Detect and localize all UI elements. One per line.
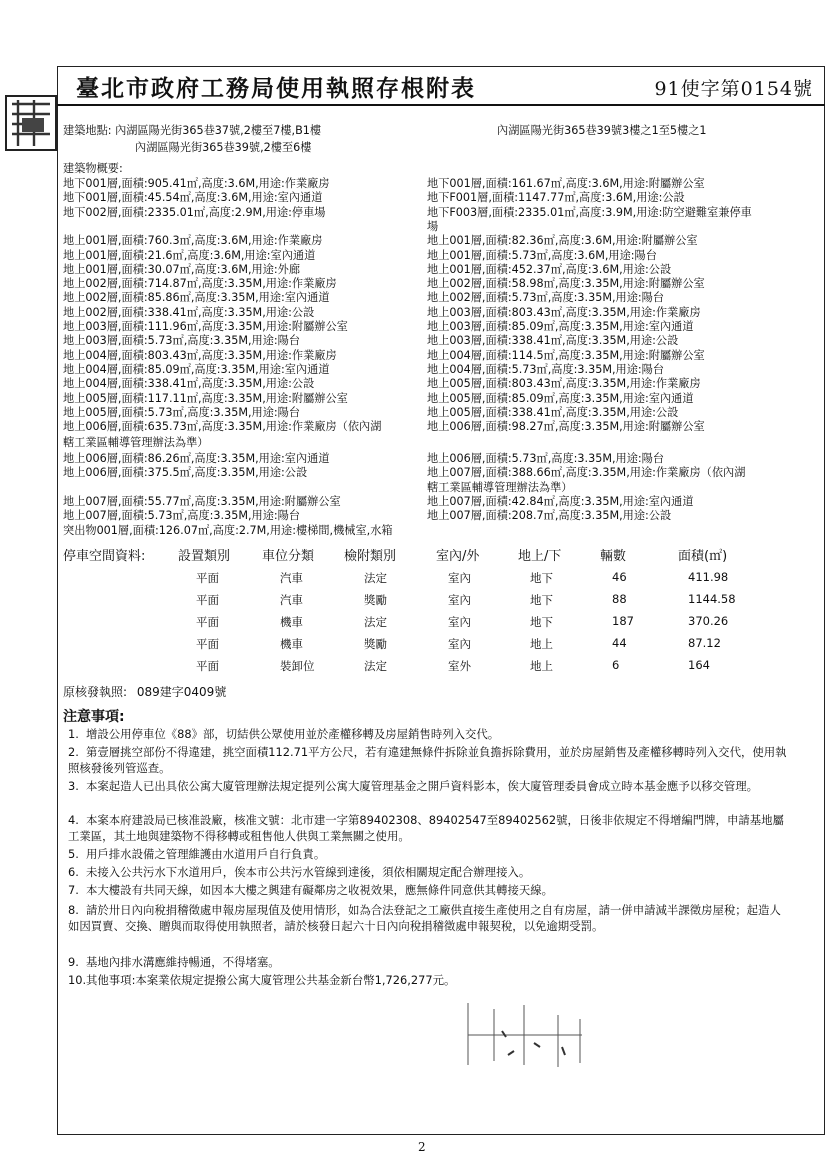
page-number: 2 — [418, 1140, 426, 1154]
parking-header-count: 輛數 — [600, 549, 627, 564]
note-number: 8. — [68, 903, 79, 917]
note-item — [68, 882, 788, 898]
note-number: 4. — [68, 813, 79, 827]
parking-header-type: 設置類別 — [178, 549, 231, 564]
parking-cell: 機車 — [280, 615, 303, 629]
note-number: 7. — [68, 883, 79, 897]
parking-header-attach: 檢附類別 — [344, 549, 397, 564]
permit-number: 91使字第0154號 — [654, 78, 813, 100]
parking-cell: 獎勵 — [364, 593, 387, 607]
floor-entry: 地上001層,面積:82.36㎡,高度:3.6M,用途:附屬辦公室 — [427, 234, 698, 248]
parking-cell: 平面 — [196, 637, 219, 651]
note-text: 基地內排水溝應維持暢通，不得堵塞。 — [86, 955, 280, 969]
parking-cell: 汽車 — [280, 593, 303, 607]
parking-cell: 1144.58 — [688, 592, 736, 606]
note-item — [68, 846, 788, 862]
parking-cell: 平面 — [196, 593, 219, 607]
parking-cell: 平面 — [196, 571, 219, 585]
parking-cell: 46 — [612, 570, 627, 584]
parking-cell: 法定 — [364, 615, 387, 629]
floor-entry: 地下F001層,面積:1147.77㎡,高度:3.6M,用途:公設 — [427, 191, 685, 205]
note-text: 本案起造人已出具依公寓大廈管理辦法規定提列公寓大廈管理基金之開戶資料影本，俟大廈管理委員會成立時本基金應予以移交管理。 — [86, 779, 759, 793]
note-item — [68, 864, 788, 880]
parking-cell: 平面 — [196, 615, 219, 629]
note-text: 用戶排水設備之管理維護由水道用戶自行負責。 — [86, 847, 326, 861]
floor-entry: 地上002層,面積:338.41㎡,高度:3.35M,用途:公設 — [63, 305, 315, 319]
floor-entry: 轄工業區輔導管理辦法為準） — [427, 480, 573, 494]
floor-entry: 地上006層,面積:86.26㎡,高度:3.35M,用途:室內通道 — [63, 452, 330, 465]
original-permit-value: 089建字0409號 — [136, 685, 227, 699]
parking-cell: 機車 — [280, 637, 303, 651]
parking-cell: 地下 — [530, 571, 553, 585]
floor-entry: 地下002層,面積:2335.01㎡,高度:2.9M,用途:停車場 — [63, 205, 326, 219]
parking-cell: 室外 — [448, 659, 471, 673]
floor-entry: 地上005層,面積:5.73㎡,高度:3.35M,用途:陽台 — [63, 405, 301, 419]
parking-cell: 87.12 — [688, 636, 721, 650]
parking-cell: 室內 — [448, 637, 471, 651]
parking-cell: 44 — [612, 636, 627, 650]
address-line-1-right: 內湖區陽光街365巷39號3樓之1至5樓之1 — [497, 124, 707, 137]
parking-cell: 164 — [688, 658, 710, 672]
floor-entry: 地上002層,面積:85.86㎡,高度:3.35M,用途:室內通道 — [63, 291, 330, 305]
floor-entry: 地上001層,面積:5.73㎡,高度:3.6M,用途:陽台 — [427, 248, 657, 262]
floor-entry: 地上007層,面積:5.73㎡,高度:3.35M,用途:陽台 — [63, 509, 301, 523]
overview-label: 建築物概要: — [63, 162, 123, 175]
floor-entry: 地上004層,面積:338.41㎡,高度:3.35M,用途:公設 — [63, 377, 315, 391]
parking-cell: 室內 — [448, 593, 471, 607]
note-text: 其他事項:本案業依規定提撥公寓大廈管理公共基金新台幣1,726,277元。 — [86, 973, 456, 987]
floor-entry: 地下001層,面積:161.67㎡,高度:3.6M,用途:附屬辦公室 — [427, 177, 705, 190]
parking-header-class: 車位分類 — [262, 549, 315, 564]
parking-cell: 187 — [612, 614, 634, 628]
note-number: 9. — [68, 955, 79, 969]
floor-entry: 地上007層,面積:55.77㎡,高度:3.35M,用途:附屬辦公室 — [63, 494, 341, 508]
floor-entry: 地上004層,面積:114.5㎡,高度:3.35M,用途:附屬辦公室 — [427, 348, 705, 362]
note-item — [68, 744, 788, 776]
parking-cell: 地上 — [530, 659, 553, 673]
note-number: 3. — [68, 779, 79, 793]
parking-cell: 室內 — [448, 571, 471, 585]
parking-cell: 88 — [612, 592, 627, 606]
original-permit — [63, 686, 226, 699]
floor-entry: 地上005層,面積:85.09㎡,高度:3.35M,用途:室內通道 — [427, 391, 694, 405]
note-number: 10. — [68, 973, 87, 987]
floor-entry: 地上007層,面積:388.66㎡,高度:3.35M,用途:作業廠房（依內湖 — [427, 466, 746, 480]
note-number: 1. — [68, 727, 79, 741]
note-text: 本大樓設有共同天線，如因本大樓之興建有礙鄰房之收視效果，應無條件同意供其轉接天線。 — [86, 883, 554, 897]
note-item — [68, 726, 788, 742]
floor-entry: 地上004層,面積:803.43㎡,高度:3.35M,用途:作業廠房 — [63, 348, 337, 362]
parking-header-area: 面積(㎡) — [678, 549, 728, 564]
notes-title: 注意事項: — [63, 709, 125, 725]
parking-cell: 裝卸位 — [280, 659, 315, 673]
note-text: 第壹層挑空部份不得違建，挑空面積112.71平方公尺，若有違建無條件拆除並負擔拆除費用，並於房屋銷售及產權移轉時列入交代，使用執照核發後列管巡查。 — [68, 745, 787, 775]
parking-header-level: 地上/下 — [518, 549, 562, 564]
registration-stamp-icon — [4, 90, 62, 154]
note-number: 5. — [68, 847, 79, 861]
floor-entry: 地上003層,面積:111.96㎡,高度:3.35M,用途:附屬辦公室 — [63, 320, 348, 333]
page-title: 臺北市政府工務局使用執照存根附表 — [76, 75, 476, 102]
floor-entry: 地上003層,面積:85.09㎡,高度:3.35M,用途:室內通道 — [427, 320, 694, 333]
title-divider — [57, 104, 825, 106]
address-value-1: 內湖區陽光街365巷37號,2樓至7樓,B1樓 — [115, 124, 322, 137]
parking-label: 停車空間資料: — [63, 549, 146, 564]
signature-mark-icon — [462, 995, 592, 1070]
address-line-2: 內湖區陽光街365巷39號,2樓至6樓 — [135, 141, 312, 154]
parking-cell: 法定 — [364, 571, 387, 585]
note-item — [68, 954, 788, 970]
address-label: 建築地點: — [63, 124, 112, 137]
parking-cell: 室內 — [448, 615, 471, 629]
floor-entry: 地上001層,面積:21.6㎡,高度:3.6M,用途:室內通道 — [63, 248, 316, 262]
floor-entry: 地上006層,面積:98.27㎡,高度:3.35M,用途:附屬辦公室 — [427, 420, 705, 434]
note-text: 本案本府建設局已核准設廠，核准文號：北市建一字第89402308、89402547至89402562號，日後非依規定不得增編門牌，申請基地屬工業區，其土地與建築物不得移轉或租售他人供與工業無關之使用。 — [68, 813, 784, 843]
floor-entry: 地上001層,面積:30.07㎡,高度:3.6M,用途:外廊 — [63, 262, 301, 276]
parking-cell: 411.98 — [688, 570, 729, 584]
floor-entry: 地上003層,面積:338.41㎡,高度:3.35M,用途:公設 — [427, 334, 679, 348]
floor-entry: 地上003層,面積:5.73㎡,高度:3.35M,用途:陽台 — [63, 334, 301, 348]
parking-cell: 地下 — [530, 593, 553, 607]
floor-entry: 地上001層,面積:452.37㎡,高度:3.6M,用途:公設 — [427, 262, 672, 276]
floor-entry: 地上004層,面積:85.09㎡,高度:3.35M,用途:室內通道 — [63, 362, 330, 376]
floor-entry: 地上006層,面積:635.73㎡,高度:3.35M,用途:作業廠房（依內湖 — [63, 420, 382, 434]
floor-entry: 地上002層,面積:5.73㎡,高度:3.35M,用途:陽台 — [427, 291, 665, 305]
parking-cell: 獎勵 — [364, 637, 387, 651]
note-number: 2. — [68, 745, 79, 759]
title-row — [72, 70, 817, 104]
note-text: 增設公用停車位《88》部，切結供公眾使用並於產權移轉及房屋銷售時列入交代。 — [86, 727, 500, 741]
floor-entry: 地上005層,面積:338.41㎡,高度:3.35M,用途:公設 — [427, 405, 679, 419]
floor-entry: 地上001層,面積:760.3㎡,高度:3.6M,用途:作業廠房 — [63, 234, 323, 248]
note-item — [68, 778, 788, 794]
parking-cell: 370.26 — [688, 614, 729, 628]
floor-entry: 地上002層,面積:714.87㎡,高度:3.35M,用途:作業廠房 — [63, 277, 337, 291]
floor-entry: 地上007層,面積:42.84㎡,高度:3.35M,用途:室內通道 — [427, 494, 694, 508]
note-number: 6. — [68, 865, 79, 879]
floor-entry: 地下F003層,面積:2335.01㎡,高度:3.9M,用途:防空避難室兼停車 — [427, 205, 752, 219]
floor-entry: 地上006層,面積:375.5㎡,高度:3.35M,用途:公設 — [63, 466, 308, 480]
floor-entry: 地上005層,面積:117.11㎡,高度:3.35M,用途:附屬辦公室 — [63, 391, 348, 405]
parking-cell: 6 — [612, 658, 620, 672]
floor-entry: 地上002層,面積:58.98㎡,高度:3.35M,用途:附屬辦公室 — [427, 277, 705, 291]
parking-cell: 地下 — [530, 615, 553, 629]
note-text: 未接入公共污水下水道用戶，俟本市公共污水管線到達後，須依相關規定配合辦理接入。 — [86, 865, 531, 879]
floor-entry: 場 — [427, 219, 439, 233]
original-permit-label: 原核發執照: — [63, 685, 128, 699]
note-item — [68, 902, 788, 934]
parking-cell: 地上 — [530, 637, 553, 651]
floor-note-wrap: 轄工業區輔導管理辦法為準） — [63, 436, 209, 449]
parking-cell: 法定 — [364, 659, 387, 673]
note-item — [68, 972, 788, 988]
address-line-1 — [63, 124, 321, 137]
floor-entry: 地上007層,面積:208.7㎡,高度:3.35M,用途:公設 — [427, 509, 672, 523]
note-text: 請於卅日內向稅捐稽徵處申報房屋現值及使用情形，如為合法登記之工廠供直接生產使用之自有房屋，請一併申請減半課徵房屋稅；起造人如因買賣、交換、贈與而取得使用執照者，請於核發日起六十日內向稅捐稽徵處申報契稅，以免逾期受罰。 — [68, 903, 781, 933]
parking-header-inout: 室內/外 — [436, 549, 480, 564]
floor-entry: 地下001層,面積:45.54㎡,高度:3.6M,用途:室內通道 — [63, 191, 323, 205]
floor-entry: 地上005層,面積:803.43㎡,高度:3.35M,用途:作業廠房 — [427, 377, 701, 391]
floor-entry: 地上004層,面積:5.73㎡,高度:3.35M,用途:陽台 — [427, 362, 665, 376]
floor-entry: 地下001層,面積:905.41㎡,高度:3.6M,用途:作業廠房 — [63, 177, 330, 190]
floor-entry: 突出物001層,面積:126.07㎡,高度:2.7M,用途:樓梯間,機械室,水箱 — [63, 523, 393, 537]
note-item — [68, 812, 788, 844]
floor-entry: 地上006層,面積:5.73㎡,高度:3.35M,用途:陽台 — [427, 452, 665, 465]
parking-cell: 平面 — [196, 659, 219, 673]
parking-cell: 汽車 — [280, 571, 303, 585]
floor-entry: 地上003層,面積:803.43㎡,高度:3.35M,用途:作業廠房 — [427, 305, 701, 319]
